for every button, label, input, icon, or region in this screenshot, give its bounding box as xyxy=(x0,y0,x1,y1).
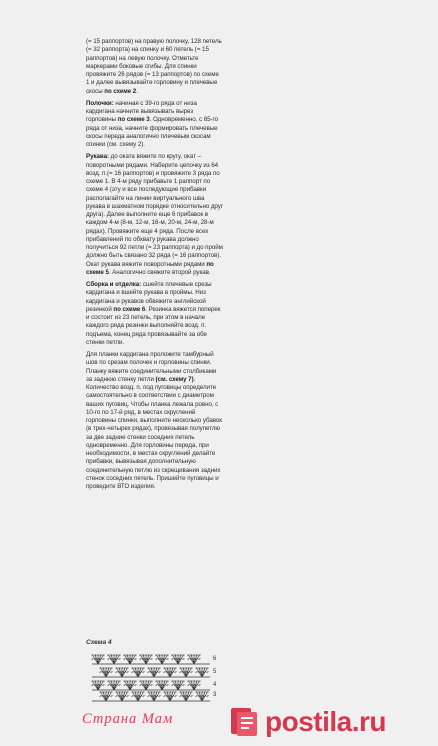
paragraph-placket-text-a: Для планки кардигана проложите тамбурный шов по срезам полочек и горловины спинки. Планку вяжите соединительными столбиками за заднюю стенку петли xyxy=(86,351,217,383)
paragraph-fronts xyxy=(86,100,223,150)
paragraph-fronts-text-b: . Одновременно, с 65-го ряда от низа, начните формировать плечевые скосы переда аналогично плечевым скосам спинки (см. схему 2). xyxy=(86,116,219,148)
paragraph-back-text: (= 15 раппортов) на правую полочку, 128 петель (= 32 раппорта) на спинку и 60 петель (= 15 раппортов) на левую полочку. Отметьте маркерами боковые сгибы. Для спинки провяжите 26 рядов (= 13 раппортов) по схеме 1 и далее вывязывайте горловину и плечевые скосы xyxy=(86,38,222,95)
paragraph-sleeves-text-a: до оката вяжите по кругу, окат – поворотными рядами. Наберите цепочку из 64 возд. п.(= 16 раппортов) и провяжите 3 ряда по схеме 1. В 4-м ряду прибавьте 1 раппорт по схеме 4 (эту и все последующие прибавки располагайте на линии виртуального шва рукава в шахматном порядке относительно друг друга). Далее выполните еще 6 прибавок в каждом 4-м (8-м, 12-м, 16-м, 20-м, 24-м, 28-м рядах). Провяжите еще 4 ряда. После всех прибавлений по обхвату рукава должно получиться 92 петли (= 23 раппорта) и до пройм должно быть связано 32 ряда (= 16 раппортов). Окат рукава вяжите поворотными рядами xyxy=(86,153,224,268)
paragraph-back-ref: по схеме 2 xyxy=(104,87,137,95)
paragraph-sleeves xyxy=(86,153,223,277)
paragraph-back: (= 15 раппортов) на правую полочку, 128 петель (= 32 раппорта) на спинку и 60 петель (= 15 раппортов) на левую полочку. Отметьте маркерами боковые сгибы. Для спинки провяжите 26 рядов (= 13 раппортов) по схеме 1 и далее вывязывайте горловину и плечевые скосы по схеме 2. xyxy=(86,38,222,95)
row-number-5: 5 xyxy=(213,669,217,675)
postila-logo-icon xyxy=(229,706,259,738)
crochet-chart-icon xyxy=(90,650,226,706)
paragraph-assembly-ref: по схеме 6 xyxy=(113,305,146,313)
paragraph-sleeves-heading: Рукава: xyxy=(86,153,109,161)
paragraph-sleeves-text-b: . Аналогично свяжите второй рукав. xyxy=(108,268,211,276)
paragraph-sleeves-ref: по схеме 5 xyxy=(86,260,214,276)
scheme-title: Схема 4 xyxy=(86,639,112,646)
paragraph-placket xyxy=(86,351,223,491)
stranamam-watermark: Страна Мам xyxy=(82,711,174,727)
postila-watermark[interactable] xyxy=(229,704,386,740)
row-number-3: 3 xyxy=(213,692,217,698)
paragraph-placket-ref: (см. схему 7) xyxy=(155,375,194,383)
postila-watermark-text: postila.ru xyxy=(265,706,387,737)
paragraph-fronts-ref: по схеме 3 xyxy=(117,116,150,124)
paragraph-assembly-heading: Сборка и отделка: xyxy=(86,281,142,288)
paragraph-assembly-text-b: . Резинка вяжется поперек и состоит из 23 петель, при этом в начале каждого ряда резинки выполняйте возд. п. подъема, конец ряда провязывайте за обе стенки петли. xyxy=(86,305,221,346)
article-text-column xyxy=(86,38,223,495)
row-number-4: 4 xyxy=(213,682,217,688)
paragraph-fronts-heading: Полочки: xyxy=(86,99,114,107)
paragraph-fronts-text-a: начиная с 39-го ряда от низа кардигана начните вывязывать вырез горловины xyxy=(86,99,197,124)
paragraph-assembly xyxy=(86,281,223,347)
paragraph-assembly-text-a: сшейте плечевые срезы кардигана и вшейте рукава в проймы. Низ кардигана и рукавов обвяжите английской резинкой xyxy=(86,281,212,313)
crochet-chart xyxy=(90,650,226,706)
paragraph-placket-text-b: . Количество возд. п. под пуговицы определите самостоятельно в соответствии с диаметром ваших пуговиц. Чтобы планка лежала ровно, с 10-го по 17-й ряд, в местах скруглений горловины спинки, выполните несколько убавок (в трех-четырех рядах), провязывая полупетлю за две задние стенки соседних петель одновременно. Для горловины переда, при необходимости, в местах скруглений делайте прибавки, вывязывая дополнительную соединительную петлю из скрещивания задних стенок соседних петель. Пришейте пуговицы и проведите ВТО изделия. xyxy=(86,375,222,490)
row-number-6: 6 xyxy=(213,656,217,662)
